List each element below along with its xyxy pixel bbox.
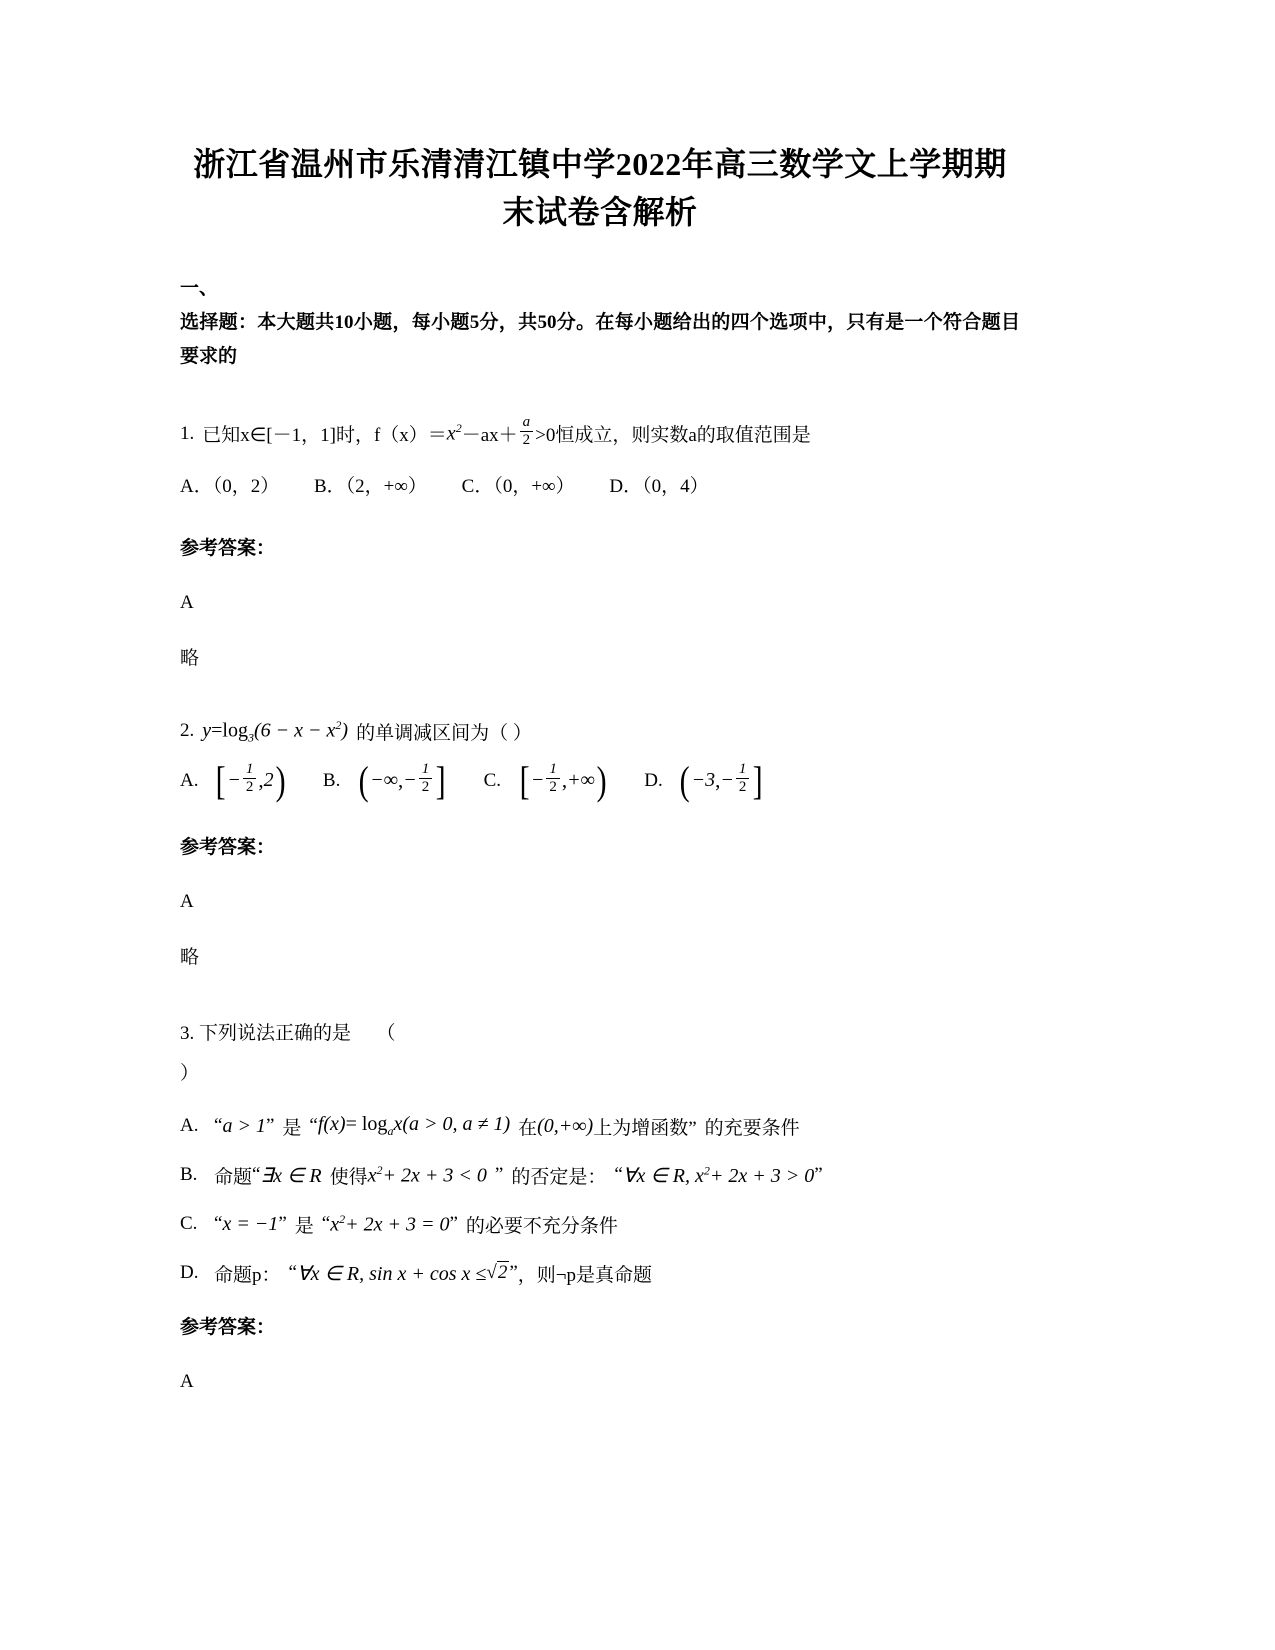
option-c-math-1: x = −1 <box>222 1212 279 1235</box>
option-b-math-2: $x^2+ 2x + 3 < 0$ <box>367 1162 487 1187</box>
question-1-fraction <box>520 414 534 450</box>
question-3-paren-close-line <box>180 1057 1020 1091</box>
option-a-tag: A. <box>180 769 199 791</box>
option-b-mid-1: 使得 <box>329 1166 368 1188</box>
quote-close: ” <box>494 1164 504 1186</box>
option-d-tail: 则¬p是真命题 <box>536 1264 652 1286</box>
question-3-option-a <box>180 1113 1020 1140</box>
option-b: B．（2，+∞） <box>313 475 427 497</box>
question-1-stem-post: >0恒成立，则实数a的取值范围是 <box>535 425 811 447</box>
answer-label-2: 参考答案： <box>180 836 276 858</box>
question-2-stem <box>180 718 1020 746</box>
quote-open: “ <box>214 1115 223 1137</box>
answer-value-1: A <box>180 591 194 613</box>
question-3-option-d <box>180 1260 1020 1287</box>
answer-label-1: 参考答案： <box>180 537 276 559</box>
question-3-paren-open: （ <box>376 1022 396 1044</box>
question-2-stem-post: 的单调减区间为（ ） <box>356 722 532 744</box>
option-a-tail: 的充要条件 <box>704 1117 800 1139</box>
option-b-math-1: ∃x ∈ R <box>260 1164 322 1187</box>
question-3-text: 下列说法正确的是 <box>199 1022 352 1044</box>
option-b-math-3: ∀x ∈ R, $x^2+ 2x + 3 > 0$ <box>622 1163 815 1187</box>
option-c: C．（0，+∞） <box>461 475 575 497</box>
option-a-tag: A. <box>180 1115 199 1137</box>
option-d-tag: D. <box>644 769 663 791</box>
option-b-interval: ( −∞ , − $\frac{1}{2}$ ] <box>358 757 446 803</box>
fraction-numerator: a <box>520 414 534 432</box>
option-a-interval: [ − $\frac{1}{2}$ , 2 ) <box>215 757 286 803</box>
option-c-tag: C. <box>180 1213 198 1235</box>
quote-open: “ <box>288 1262 297 1284</box>
question-1-math-x: $x^2$ <box>446 421 462 446</box>
quote-close: ” <box>509 1262 518 1284</box>
quote-close-2: ” <box>449 1213 458 1235</box>
question-1-stem <box>180 416 1020 452</box>
question-2-number: 2. <box>180 720 195 742</box>
option-a-mid-2: 在 <box>518 1117 538 1139</box>
option-a <box>180 757 287 803</box>
option-d <box>644 757 764 803</box>
document-body <box>180 140 1020 1423</box>
option-a-math-2: $f(x)= \log_ax(a > 0$, a ≠ 1) <box>317 1113 511 1139</box>
question-3-stem <box>180 1017 1020 1051</box>
question-2-options <box>180 757 1020 803</box>
page-title: 浙江省温州市乐清清江镇中学2022年高三数学文上学期期末试卷含解析 <box>193 146 1007 230</box>
option-d-lead: 命题p： <box>214 1264 281 1286</box>
answer-value-3: A <box>180 1370 194 1392</box>
question-3-option-b <box>180 1162 1020 1189</box>
quote-close: ” <box>278 1213 287 1235</box>
quote-close-2: ” <box>814 1164 823 1186</box>
option-c-tag: C. <box>483 769 502 791</box>
quote-open: “ <box>214 1213 223 1235</box>
answer-note-1: 略 <box>180 647 200 669</box>
option-b-mid-2: 的否定是： <box>511 1166 607 1188</box>
option-d: D．（0，4） <box>609 475 709 497</box>
option-b-tag: B. <box>322 769 341 791</box>
option-c-tail: 的必要不充分条件 <box>465 1215 618 1237</box>
sqrt-icon: √2 <box>486 1262 508 1284</box>
answer-value-2: A <box>180 890 194 912</box>
option-c <box>483 757 609 803</box>
option-d-tag: D. <box>180 1262 199 1284</box>
option-a-math-1: a > 1 <box>222 1114 266 1137</box>
question-1-options <box>180 470 1020 504</box>
option-d-mid-1: ， <box>517 1264 537 1286</box>
section-label: 一、 <box>180 278 219 299</box>
quote-close: ” <box>265 1115 275 1137</box>
option-d-math-1: ∀x ∈ R, sin x + cos x ≤ <box>296 1262 487 1285</box>
option-a-mid-3: 上为增函数” <box>593 1117 697 1139</box>
quote-open-2: “ <box>321 1213 331 1235</box>
option-a: A．（0，2） <box>180 475 280 497</box>
option-c-mid-1: 是 <box>294 1215 314 1237</box>
option-a-mid-1: 是 <box>282 1117 302 1139</box>
option-b-lead: 命题 <box>214 1166 253 1188</box>
answer-label-3: 参考答案： <box>180 1316 276 1338</box>
quote-open-2: “ <box>614 1164 623 1186</box>
option-a-math-3: (0,+∞) <box>537 1114 594 1137</box>
question-1-number: 1. <box>180 422 195 444</box>
option-b-tag: B. <box>180 1164 198 1186</box>
question-3-option-c <box>180 1211 1020 1238</box>
option-c-interval: [ − $\frac{1}{2}$ , +∞ ) <box>519 757 607 803</box>
fraction-denominator: 2 <box>522 432 531 449</box>
option-b <box>322 757 448 803</box>
quote-open-2: “ <box>309 1115 318 1137</box>
option-c-math-2: $x^2+ 2x + 3 = 0$ <box>330 1211 450 1236</box>
question-3-paren-close: ） <box>180 1062 200 1084</box>
section-description: 选择题：本大题共10小题，每小题5分，共50分。在每小题给出的四个选项中，只有是一个符合题目要求的 <box>180 312 1020 367</box>
question-3-number: 3. <box>180 1022 195 1044</box>
option-d-interval: ( −3 , − $\frac{1}{2}$ ] <box>679 757 763 803</box>
answer-note-2: 略 <box>180 946 200 968</box>
quote-open: “ <box>252 1164 261 1186</box>
question-1-stem-pre: 已知x∈[－1，1]时，f（x）＝ <box>202 425 447 447</box>
question-1-stem-mid: －ax＋ <box>461 425 518 447</box>
question-2-formula: $y=\log_3(6 - x - x^2)$ <box>202 717 349 745</box>
